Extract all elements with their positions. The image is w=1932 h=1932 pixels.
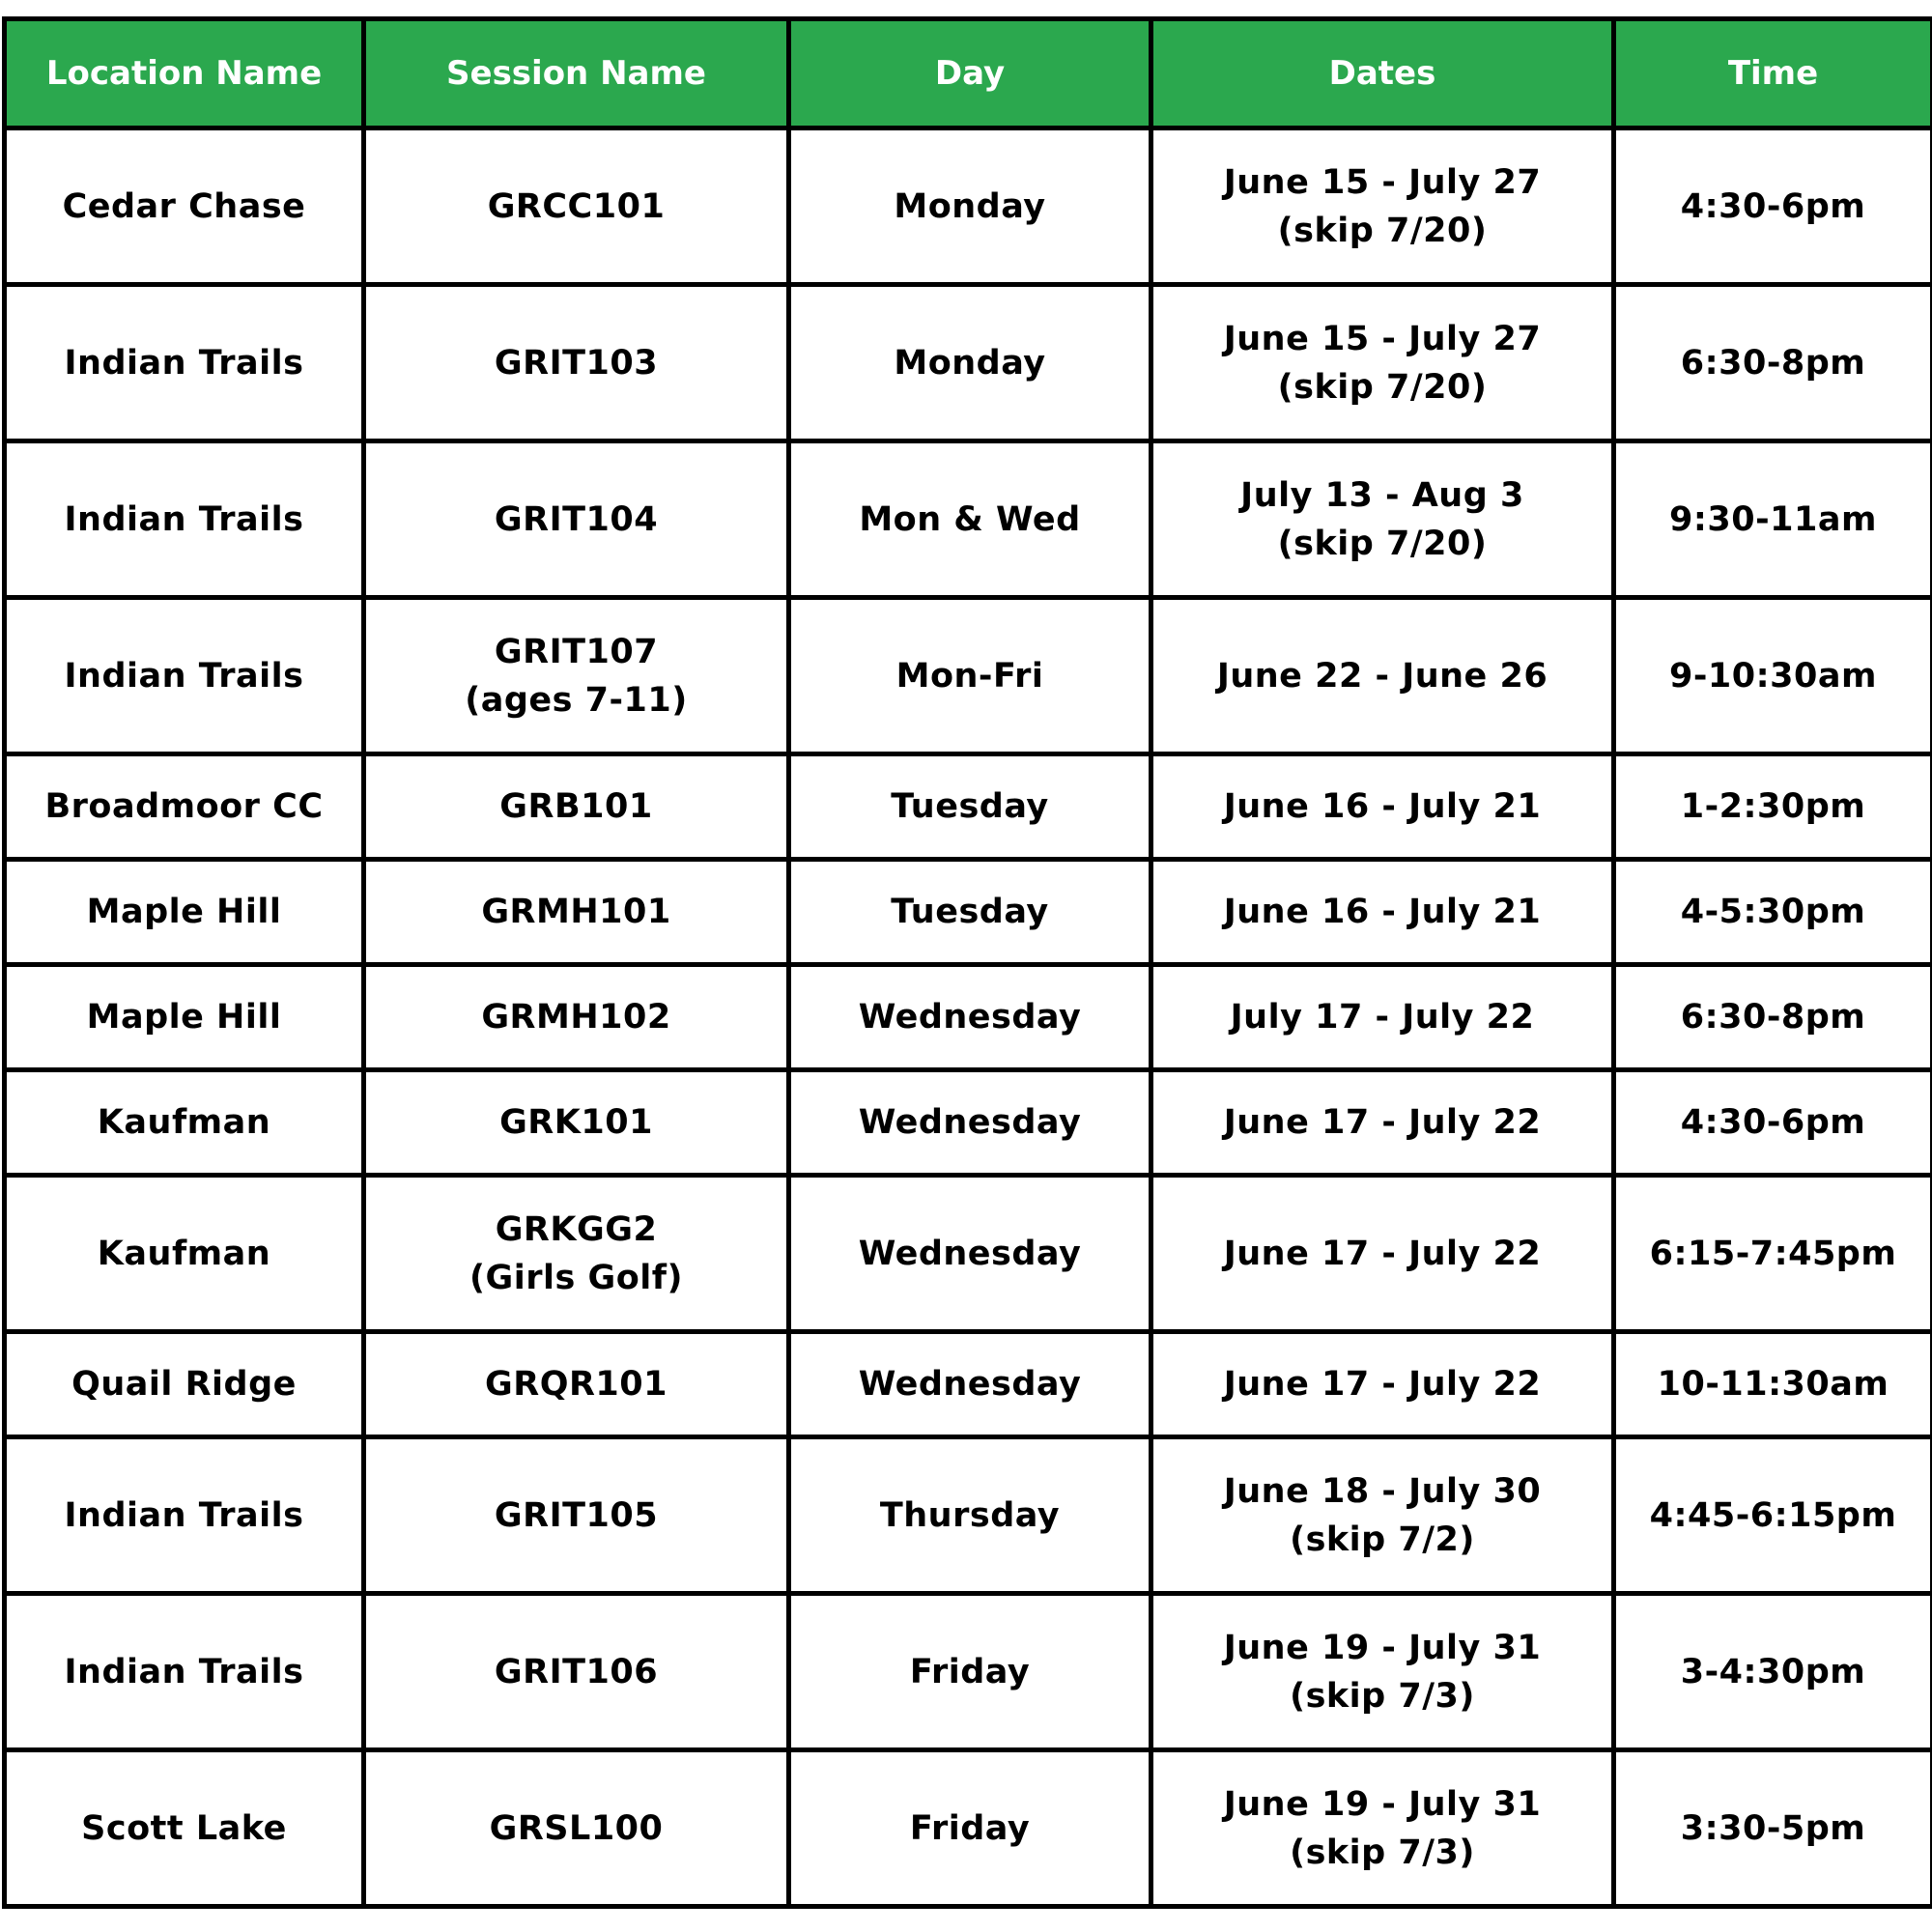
session-cell [364, 285, 789, 441]
time-cell: 4:30-6pm [1614, 1070, 1932, 1176]
dates-cell-line: (skip 7/20) [1277, 367, 1488, 407]
dates-cell-line: July 13 - Aug 3 [1240, 475, 1524, 515]
session-cell [364, 754, 789, 860]
day-cell: Monday [789, 128, 1151, 285]
dates-cell-line: June 22 - June 26 [1216, 656, 1548, 696]
day-cell: Wednesday [789, 965, 1151, 1070]
schedule-table [2, 16, 1932, 1909]
table-row [5, 441, 1932, 598]
dates-cell-line: (skip 7/20) [1277, 211, 1488, 250]
day-cell: Thursday [789, 1437, 1151, 1594]
dates-cell [1151, 285, 1614, 441]
dates-cell-line: June 16 - July 21 [1223, 787, 1542, 826]
session-cell-line: GRSL100 [489, 1808, 664, 1848]
time-cell: 3:30-5pm [1614, 1750, 1932, 1907]
day-cell: Friday [789, 1594, 1151, 1750]
table-row [5, 1594, 1932, 1750]
session-cell [364, 441, 789, 598]
dates-cell-line: (skip 7/3) [1290, 1833, 1475, 1872]
table-row [5, 1332, 1932, 1437]
dates-cell-line: July 17 - July 22 [1230, 998, 1535, 1037]
day-cell: Wednesday [789, 1176, 1151, 1332]
location-cell: Scott Lake [5, 1750, 364, 1907]
header-session-name: Session Name [364, 19, 789, 128]
location-cell: Cedar Chase [5, 128, 364, 285]
table-row [5, 285, 1932, 441]
dates-cell [1151, 1437, 1614, 1594]
session-cell-line: GRKGG2 [495, 1209, 658, 1249]
time-cell: 4:45-6:15pm [1614, 1437, 1932, 1594]
session-cell-line: (ages 7-11) [465, 680, 688, 720]
session-cell [364, 1332, 789, 1437]
day-cell: Tuesday [789, 754, 1151, 860]
header-time: Time [1614, 19, 1932, 128]
session-cell-line: GRMH102 [481, 998, 671, 1037]
dates-cell [1151, 754, 1614, 860]
session-cell-line: GRCC101 [487, 186, 666, 226]
dates-cell [1151, 1070, 1614, 1176]
time-cell: 9-10:30am [1614, 598, 1932, 754]
time-cell: 4-5:30pm [1614, 860, 1932, 965]
location-cell: Maple Hill [5, 860, 364, 965]
dates-cell-line: (skip 7/2) [1290, 1520, 1475, 1559]
session-cell-line: GRB101 [499, 787, 653, 826]
session-cell [364, 1176, 789, 1332]
session-cell [364, 1070, 789, 1176]
location-cell: Indian Trails [5, 1594, 364, 1750]
dates-cell [1151, 860, 1614, 965]
dates-cell [1151, 441, 1614, 598]
day-cell: Wednesday [789, 1070, 1151, 1176]
time-cell: 4:30-6pm [1614, 128, 1932, 285]
session-cell-line: GRIT103 [494, 343, 659, 383]
session-cell-line: GRQR101 [485, 1365, 668, 1404]
dates-cell-line: June 19 - July 31 [1223, 1784, 1542, 1824]
session-cell-line: GRIT105 [494, 1495, 659, 1535]
location-cell: Indian Trails [5, 441, 364, 598]
session-cell-line: GRK101 [499, 1103, 653, 1142]
location-cell: Indian Trails [5, 598, 364, 754]
day-cell: Wednesday [789, 1332, 1151, 1437]
table-body [5, 128, 1932, 1907]
time-cell: 6:30-8pm [1614, 285, 1932, 441]
dates-cell [1151, 598, 1614, 754]
dates-cell [1151, 1594, 1614, 1750]
dates-cell-line: June 17 - July 22 [1223, 1365, 1542, 1404]
location-cell: Maple Hill [5, 965, 364, 1070]
dates-cell-line: June 17 - July 22 [1223, 1234, 1542, 1273]
time-cell: 3-4:30pm [1614, 1594, 1932, 1750]
dates-cell-line: June 17 - July 22 [1223, 1103, 1542, 1142]
dates-cell [1151, 965, 1614, 1070]
dates-cell-line: June 19 - July 31 [1223, 1628, 1542, 1667]
header-dates: Dates [1151, 19, 1614, 128]
dates-cell [1151, 1750, 1614, 1907]
table-row [5, 598, 1932, 754]
day-cell: Tuesday [789, 860, 1151, 965]
dates-cell [1151, 128, 1614, 285]
header-day: Day [789, 19, 1151, 128]
time-cell: 9:30-11am [1614, 441, 1932, 598]
dates-cell-line: (skip 7/20) [1277, 524, 1488, 563]
location-cell: Broadmoor CC [5, 754, 364, 860]
location-cell: Kaufman [5, 1070, 364, 1176]
day-cell: Mon & Wed [789, 441, 1151, 598]
time-cell: 6:30-8pm [1614, 965, 1932, 1070]
header-row [5, 19, 1932, 128]
session-cell-line: GRIT106 [494, 1652, 659, 1691]
time-cell: 6:15-7:45pm [1614, 1176, 1932, 1332]
session-cell-line: GRIT104 [494, 499, 659, 539]
location-cell: Indian Trails [5, 285, 364, 441]
table-row [5, 128, 1932, 285]
session-cell [364, 860, 789, 965]
dates-cell-line: June 18 - July 30 [1223, 1471, 1542, 1511]
table-row [5, 1750, 1932, 1907]
day-cell: Friday [789, 1750, 1151, 1907]
session-cell [364, 1750, 789, 1907]
day-cell: Mon-Fri [789, 598, 1151, 754]
dates-cell-line: June 16 - July 21 [1223, 893, 1542, 931]
session-cell [364, 1437, 789, 1594]
session-cell [364, 965, 789, 1070]
dates-cell-line: June 15 - July 27 [1223, 319, 1542, 358]
session-cell-line: (Girls Golf) [469, 1258, 683, 1297]
session-cell [364, 128, 789, 285]
session-cell [364, 1594, 789, 1750]
dates-cell [1151, 1332, 1614, 1437]
day-cell: Monday [789, 285, 1151, 441]
time-cell: 10-11:30am [1614, 1332, 1932, 1437]
dates-cell-line: (skip 7/3) [1290, 1676, 1475, 1716]
table-row [5, 754, 1932, 860]
location-cell: Quail Ridge [5, 1332, 364, 1437]
table-row [5, 1176, 1932, 1332]
table-row [5, 1070, 1932, 1176]
location-cell: Kaufman [5, 1176, 364, 1332]
table-row [5, 965, 1932, 1070]
dates-cell [1151, 1176, 1614, 1332]
header-location-name: Location Name [5, 19, 364, 128]
table-row [5, 860, 1932, 965]
session-cell-line: GRIT107 [494, 632, 659, 671]
dates-cell-line: June 15 - July 27 [1223, 162, 1542, 202]
session-cell-line: GRMH101 [481, 893, 671, 931]
location-cell: Indian Trails [5, 1437, 364, 1594]
table-row [5, 1437, 1932, 1594]
session-cell [364, 598, 789, 754]
time-cell: 1-2:30pm [1614, 754, 1932, 860]
